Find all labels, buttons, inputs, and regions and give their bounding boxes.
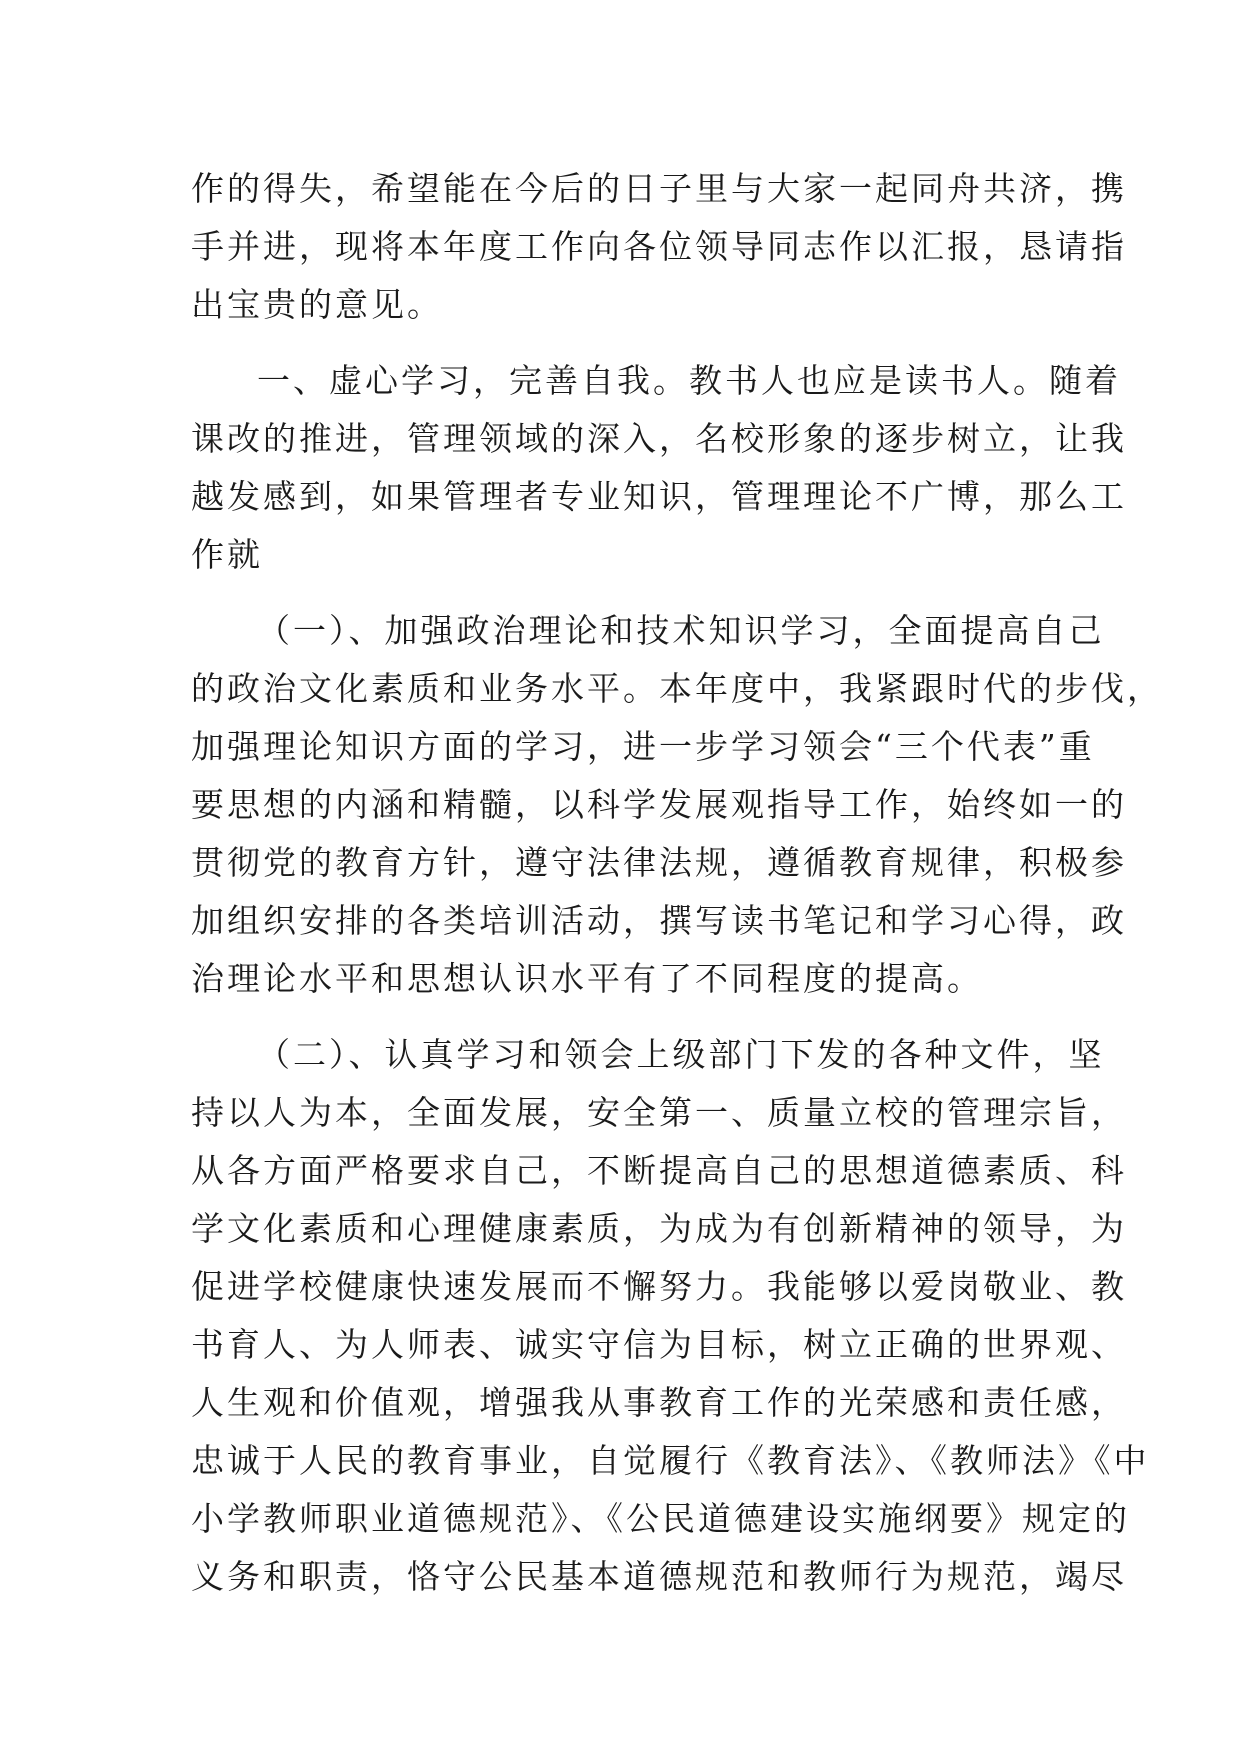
paragraph-subsection-one: [191, 602, 1163, 1008]
paragraph-subsection-two: [191, 1026, 1150, 1606]
text-line: 书育人、为人师表、诚实守信为目标，树立正确的世界观、: [191, 1325, 1127, 1364]
text-line: 持以人为本，全面发展，安全第一、质量立校的管理宗旨，: [191, 1093, 1127, 1132]
text-line: 作的得失，希望能在今后的日子里与大家一起同舟共济，携: [191, 169, 1127, 208]
text-line: 促进学校健康快速发展而不懈努力。我能够以爱岗敬业、教: [191, 1267, 1127, 1306]
text-line: 出宝贵的意见。: [191, 285, 443, 324]
text-line: 的政治文化素质和业务水平。本年度中，我紧跟时代的步伐，: [191, 669, 1163, 708]
text-line: 从各方面严格要求自己，不断提高自己的思想道德素质、科: [191, 1151, 1127, 1190]
text-line: 加组织安排的各类培训活动，撰写读书笔记和学习心得，政: [191, 901, 1127, 940]
text-line: 一、虚心学习，完善自我。教书人也应是读书人。随着: [257, 361, 1121, 400]
text-line: 课改的推进，管理领域的深入，名校形象的逐步树立，让我: [191, 419, 1127, 458]
text-line: 小学教师职业道德规范》、《公民道德建设实施纲要》规定的: [191, 1499, 1130, 1538]
text-line: 忠诚于人民的教育事业，自觉履行《教育法》、《教师法》《中: [191, 1441, 1150, 1480]
text-line: 治理论水平和思想认识水平有了不同程度的提高。: [191, 959, 983, 998]
document-body: [191, 160, 1163, 1606]
text-line: 加强理论知识方面的学习，进一步学习领会“三个代表”重: [191, 727, 1095, 766]
text-line: 要思想的内涵和精髓，以科学发展观指导工作，始终如一的: [191, 785, 1127, 824]
text-line: 越发感到，如果管理者专业知识，管理理论不广博，那么工: [191, 477, 1127, 516]
text-line: （一）、加强政治理论和技术知识学习，全面提高自己: [257, 611, 1105, 650]
paragraph-continuation: [191, 160, 1127, 334]
text-line: （二）、认真学习和领会上级部门下发的各种文件，坚: [257, 1035, 1105, 1074]
text-line: 手并进，现将本年度工作向各位领导同志作以汇报，恳请指: [191, 227, 1127, 266]
text-line: 作就: [191, 535, 263, 574]
text-line: 人生观和价值观，增强我从事教育工作的光荣感和责任感，: [191, 1383, 1127, 1422]
text-line: 义务和职责，恪守公民基本道德规范和教师行为规范，竭尽: [191, 1557, 1127, 1596]
text-line: 学文化素质和心理健康素质，为成为有创新精神的领导，为: [191, 1209, 1127, 1248]
text-line: 贯彻党的教育方针，遵守法律法规，遵循教育规律，积极参: [191, 843, 1127, 882]
paragraph-section-one: [191, 352, 1127, 584]
